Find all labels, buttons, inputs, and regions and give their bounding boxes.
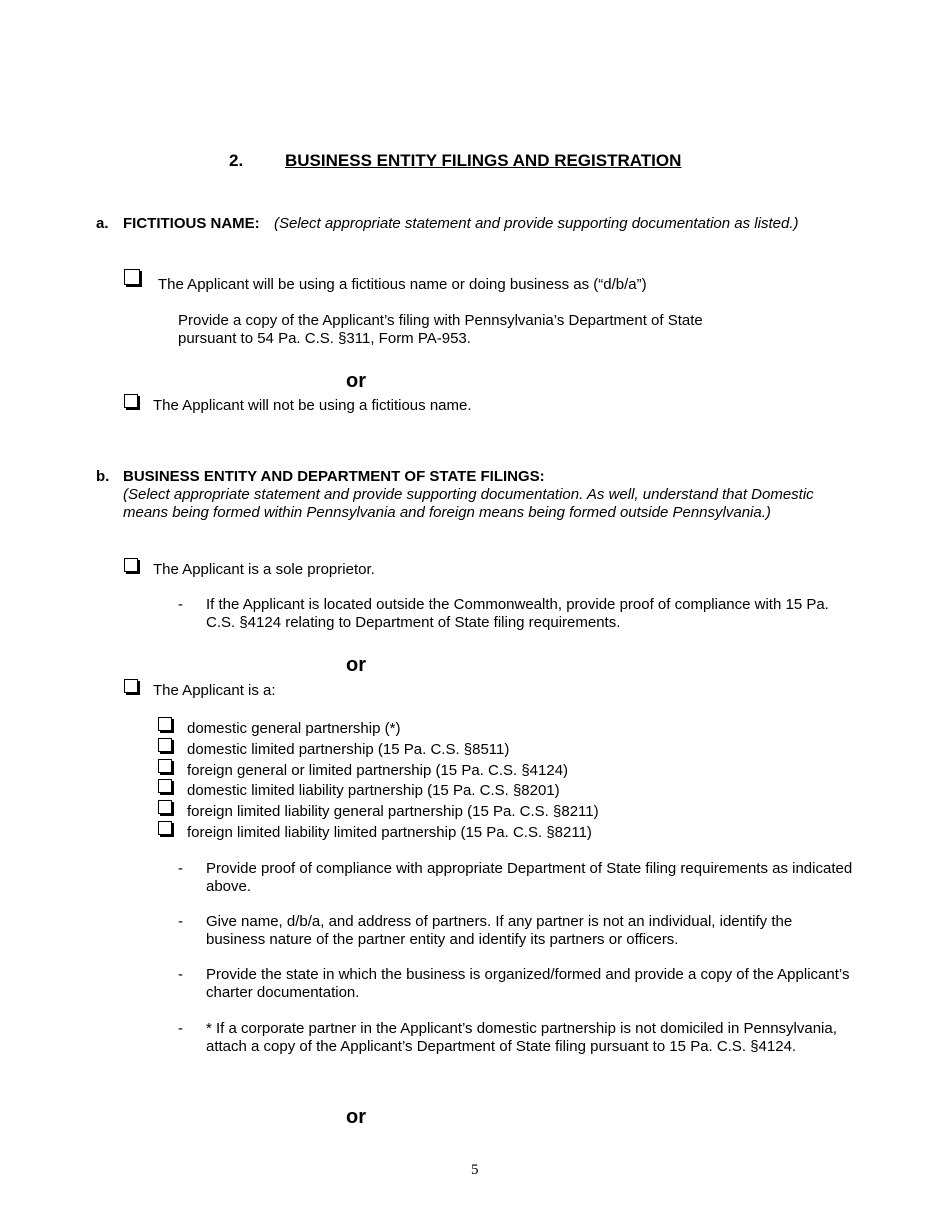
business-entity-instruction-line2: means being formed within Pennsylvania and foreign means being formed outside Pennsylvania.): [123, 504, 771, 521]
bullet-line: Provide the state in which the business is organized/formed and provide a copy of the Applicant’s: [206, 966, 850, 983]
sole-proprietor-label: The Applicant is a sole proprietor.: [153, 561, 375, 578]
bullet-dash: -: [178, 596, 183, 613]
section-a-letter: a.: [96, 215, 109, 232]
bullet-line: Give name, d/b/a, and address of partners. If any partner is not an individual, identify the: [206, 913, 793, 930]
business-entity-label: BUSINESS ENTITY AND DEPARTMENT OF STATE FILINGS:: [123, 468, 545, 485]
bullet-dash: -: [178, 966, 183, 983]
fictitious-name-yes-checkbox[interactable]: [124, 269, 140, 285]
partnership-type-label: domestic general partnership (*): [187, 720, 401, 737]
bullet-line: Provide proof of compliance with appropriate Department of State filing requirements as indicated: [206, 860, 853, 877]
partnership-type-checkbox[interactable]: [158, 759, 172, 773]
partnership-type-checkbox[interactable]: [158, 800, 172, 814]
page-number: 5: [471, 1162, 479, 1178]
partnership-type-label: foreign general or limited partnership (15 Pa. C.S. §4124): [187, 762, 569, 779]
bullet-line: attach a copy of the Applicant’s Department of State filing pursuant to 15 Pa. C.S. §4124.: [206, 1038, 797, 1055]
partnership-type-checkbox[interactable]: [158, 717, 172, 731]
or-separator: or: [346, 370, 366, 392]
bullet-line: * If a corporate partner in the Applicant’s domestic partnership is not domiciled in Pennsylvania,: [206, 1020, 837, 1037]
partnership-type-checkbox[interactable]: [158, 738, 172, 752]
section-title: BUSINESS ENTITY FILINGS AND REGISTRATION: [285, 151, 682, 170]
fictitious-name-note-line2: pursuant to 54 Pa. C.S. §311, Form PA-953.: [178, 330, 471, 347]
bullet-dash: -: [178, 913, 183, 930]
partnership-type-checkbox[interactable]: [158, 779, 172, 793]
business-entity-instruction-line1: (Select appropriate statement and provide supporting documentation. As well, understand that Domestic: [123, 486, 814, 503]
partnership-type-label: foreign limited liability limited partnership (15 Pa. C.S. §8211): [187, 824, 592, 841]
section-b-letter: b.: [96, 468, 110, 485]
fictitious-name-no-checkbox[interactable]: [124, 394, 138, 408]
fictitious-name-note-line1: Provide a copy of the Applicant’s filing with Pennsylvania’s Department of State: [178, 312, 703, 329]
sole-proprietor-checkbox[interactable]: [124, 558, 138, 572]
partnership-checkbox[interactable]: [124, 679, 138, 693]
bullet-line: above.: [206, 878, 252, 895]
fictitious-name-instruction: (Select appropriate statement and provide supporting documentation as listed.): [274, 215, 799, 232]
sole-proprietor-bullet-line2: C.S. §4124 relating to Department of State filing requirements.: [206, 614, 621, 631]
or-separator: or: [346, 654, 366, 676]
sole-proprietor-bullet-line1: If the Applicant is located outside the Commonwealth, provide proof of compliance with 15 Pa.: [206, 596, 829, 613]
fictitious-name-no-label: The Applicant will not be using a fictitious name.: [153, 397, 472, 414]
partnership-type-label: domestic limited partnership (15 Pa. C.S. §8511): [187, 741, 510, 758]
bullet-line: business nature of the partner entity and identify its partners or officers.: [206, 931, 679, 948]
bullet-line: charter documentation.: [206, 984, 360, 1001]
partnership-type-label: domestic limited liability partnership (15 Pa. C.S. §8201): [187, 782, 560, 799]
section-number: 2.: [229, 151, 244, 170]
or-separator: or: [346, 1106, 366, 1128]
bullet-dash: -: [178, 860, 183, 877]
partnership-type-checkbox[interactable]: [158, 821, 172, 835]
fictitious-name-label: FICTITIOUS NAME:: [123, 215, 260, 232]
bullet-dash: -: [178, 1020, 183, 1037]
partnership-intro-label: The Applicant is a:: [153, 682, 276, 699]
fictitious-name-yes-label: The Applicant will be using a fictitious name or doing business as (“d/b/a”): [158, 276, 647, 293]
partnership-type-label: foreign limited liability general partnership (15 Pa. C.S. §8211): [187, 803, 599, 820]
